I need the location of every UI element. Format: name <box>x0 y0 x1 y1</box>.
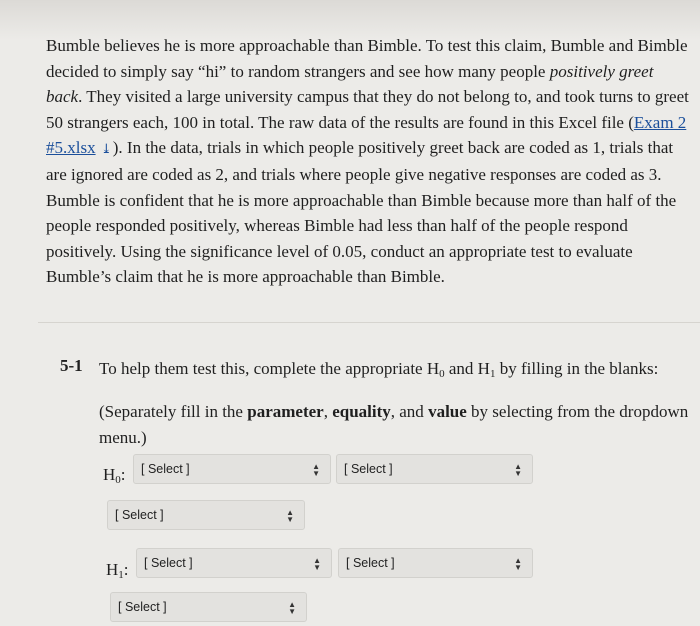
instruction-value: value <box>428 402 467 421</box>
chevron-updown-icon: ▲ ▼ <box>286 508 294 524</box>
question-text <box>99 356 689 463</box>
problem-middle: . They visited a large university campus that they do not belong to, and took turns to greet 50 strangers each, 100 in total. The raw data of the results are found in this Excel file ( <box>46 87 689 132</box>
instruction-equality: equality <box>332 402 391 421</box>
chevron-updown-icon: ▲ ▼ <box>288 600 296 616</box>
h0-label-main: H <box>103 465 116 484</box>
h1-subscript: 1 <box>489 368 496 380</box>
question-text-c: by filling in the blanks: <box>495 359 659 378</box>
h1-label <box>106 560 129 581</box>
h0-label-colon: : <box>120 465 126 484</box>
h0-value-value: [ Select ] <box>115 508 164 522</box>
problem-emphasis: positively greet back <box>46 61 654 107</box>
excel-file-link[interactable]: Exam 2 #5.xlsx <box>46 112 687 158</box>
h0-label <box>103 465 126 486</box>
question-number: 5-1 <box>60 356 83 375</box>
h0-parameter-value: [ Select ] <box>141 462 190 476</box>
h1-equality-select[interactable] <box>338 548 533 578</box>
h0-parameter-select[interactable] <box>133 454 331 484</box>
h1-equality-value: [ Select ] <box>346 556 395 570</box>
h1-label-main: H <box>106 560 119 579</box>
problem-statement <box>46 33 690 290</box>
h1-parameter-select[interactable] <box>136 548 332 578</box>
problem-intro: Bumble believes he is more approachable than Bimble. To test this claim, Bumble and Bimble decided to simply say “hi” to random strangers and see how many people <box>46 36 688 81</box>
h0-value-select[interactable] <box>107 500 305 530</box>
chevron-updown-icon: ▲ ▼ <box>514 556 522 572</box>
question-text-a: To help them test this, complete the appropriate H <box>99 359 440 378</box>
h1-value-value: [ Select ] <box>118 600 167 614</box>
h1-value-select[interactable] <box>110 592 307 622</box>
h0-label-sub: 0 <box>115 474 121 486</box>
problem-end: ). In the data, trials in which people positively greet back are coded as 1, trials that are ignored are coded as 2, and trials where people give negative responses are coded as 3. Bumble is confident that he is more approachable than Bimble because more than half of the people responded positively, whereas Bimble had less than half of the people respond positively. Using the significance level of 0.05, conduct an appropriate test to evaluate Bumble’s claim that he is more approachable than Bimble. <box>46 138 677 287</box>
download-icon[interactable]: ⤓ <box>100 141 112 157</box>
h1-label-colon: : <box>123 560 129 579</box>
question-text-b: and H <box>444 359 490 378</box>
h0-equality-select[interactable] <box>336 454 533 484</box>
instruction-d: by selecting from the dropdown menu.) <box>99 402 689 447</box>
instruction-parameter: parameter <box>247 402 324 421</box>
chevron-updown-icon: ▲ ▼ <box>312 462 320 478</box>
instruction-a: (Separately fill in the <box>99 402 248 421</box>
h1-label-sub: 1 <box>118 569 124 581</box>
instruction-b: , <box>323 402 333 421</box>
chevron-updown-icon: ▲ ▼ <box>313 556 321 572</box>
instruction-c: , and <box>390 402 429 421</box>
h1-parameter-value: [ Select ] <box>144 556 193 570</box>
chevron-updown-icon: ▲ ▼ <box>514 462 522 478</box>
section-divider <box>38 322 700 323</box>
h0-subscript: 0 <box>439 368 445 380</box>
h0-equality-value: [ Select ] <box>344 462 393 476</box>
